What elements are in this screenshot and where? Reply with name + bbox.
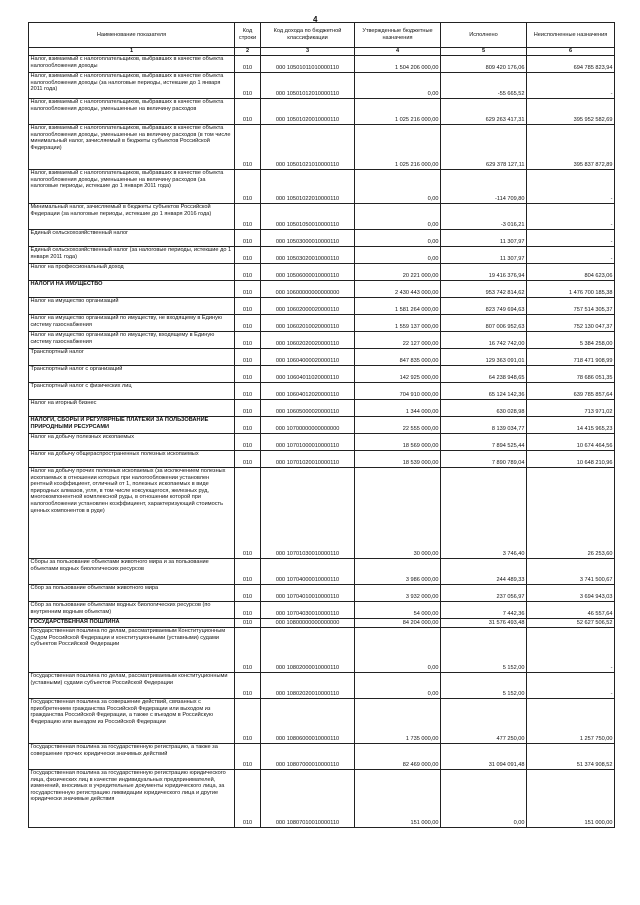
row-approved: 1 025 216 000,00 (355, 125, 441, 170)
row-name: Транспортный налог с организаций (29, 366, 235, 383)
row-executed: 8 139 034,77 (441, 417, 527, 434)
row-name: Налог на игорный бизнес (29, 400, 235, 417)
row-code: 010 (235, 585, 261, 602)
column-number: 2 (235, 48, 261, 56)
row-income-code: 000 10802020010000110 (261, 673, 355, 699)
row-code: 010 (235, 315, 261, 332)
row-approved: 54 000,00 (355, 602, 441, 619)
row-executed: 65 124 142,36 (441, 383, 527, 400)
row-code: 010 (235, 366, 261, 383)
row-approved: 22 127 000,00 (355, 332, 441, 349)
row-name: Налог на имущество организаций (29, 298, 235, 315)
header-approved: Утвержденные бюджетные назначения (355, 23, 441, 48)
row-approved: 1 581 264 000,00 (355, 298, 441, 315)
row-executed: 629 263 417,31 (441, 99, 527, 125)
row-code: 010 (235, 434, 261, 451)
row-code: 010 (235, 247, 261, 264)
table-row (29, 315, 615, 332)
row-unexecuted: 10 648 210,96 (527, 451, 615, 468)
row-income-code: 000 10704010010000110 (261, 585, 355, 602)
table-row (29, 673, 615, 699)
row-name: Единый сельскохозяйственный налог (за налоговые периоды, истекшие до 1 января 2011 года) (29, 247, 235, 264)
row-income-code: 000 10700000000000000 (261, 417, 355, 434)
row-unexecuted: 14 415 965,23 (527, 417, 615, 434)
row-income-code: 000 10501022010000110 (261, 170, 355, 204)
table-row (29, 559, 615, 585)
row-approved: 0,00 (355, 230, 441, 247)
row-executed: 3 746,40 (441, 468, 527, 559)
row-unexecuted: 3 741 500,67 (527, 559, 615, 585)
row-income-code: 000 10704000010000110 (261, 559, 355, 585)
row-code: 010 (235, 673, 261, 699)
row-name: Государственная пошлина за государственную регистрацию юридического лица, физических лиц в качестве индивидуальных предпринимателей, изменений, вносимых в учредительные документы юридического лица, за государственную регистрацию ликвидации юридического лица и другие юридически значимые действия (29, 770, 235, 828)
row-unexecuted: 5 384 258,00 (527, 332, 615, 349)
table-row (29, 602, 615, 619)
row-income-code: 000 10701020010000110 (261, 451, 355, 468)
row-unexecuted: 3 694 943,03 (527, 585, 615, 602)
row-executed: 31 094 091,48 (441, 744, 527, 770)
table-row (29, 417, 615, 434)
row-executed: 64 238 948,65 (441, 366, 527, 383)
header-unexecuted: Неисполненные назначения (527, 23, 615, 48)
header-income-code: Код дохода по бюджетной классификации (261, 23, 355, 48)
table-row (29, 204, 615, 230)
row-executed: 5 152,00 (441, 673, 527, 699)
row-name: Налог, взимаемый с налогоплательщиков, выбравших в качестве объекта налогообложения доходы, уменьшенные на величину расходов (за налоговые периоды, истекшие до 1 января 2011 года) (29, 170, 235, 204)
row-code: 010 (235, 400, 261, 417)
row-unexecuted: 639 785 857,64 (527, 383, 615, 400)
row-executed: -114 709,80 (441, 170, 527, 204)
header-row-code: Код строки (235, 23, 261, 48)
row-unexecuted: 10 674 464,56 (527, 434, 615, 451)
row-name: Налог на имущество организаций по имуществу, не входящему в Единую систему газоснабжения (29, 315, 235, 332)
row-code: 010 (235, 125, 261, 170)
row-unexecuted: 26 253,60 (527, 468, 615, 559)
table-row (29, 628, 615, 673)
table-header-row (29, 23, 615, 48)
row-executed: 807 006 952,63 (441, 315, 527, 332)
row-code: 010 (235, 170, 261, 204)
row-code: 010 (235, 744, 261, 770)
row-unexecuted: - (527, 247, 615, 264)
row-approved: 0,00 (355, 628, 441, 673)
row-income-code: 000 10704030010000110 (261, 602, 355, 619)
row-name: Налог на профессиональный доход (29, 264, 235, 281)
row-approved: 0,00 (355, 673, 441, 699)
table-row (29, 73, 615, 99)
row-income-code: 000 10501012010000110 (261, 73, 355, 99)
table-row (29, 366, 615, 383)
row-approved: 1 025 216 000,00 (355, 99, 441, 125)
table-row (29, 56, 615, 73)
row-approved: 3 932 000,00 (355, 585, 441, 602)
row-code: 010 (235, 230, 261, 247)
row-approved: 0,00 (355, 73, 441, 99)
table-row (29, 400, 615, 417)
page-number: 4 (313, 15, 318, 24)
row-code: 010 (235, 699, 261, 744)
row-approved: 18 569 000,00 (355, 434, 441, 451)
table-row (29, 230, 615, 247)
row-unexecuted: 718 471 908,99 (527, 349, 615, 366)
row-income-code: 000 10501011010000110 (261, 56, 355, 73)
row-name: Транспортный налог с физических лиц (29, 383, 235, 400)
row-approved: 704 910 000,00 (355, 383, 441, 400)
table-row (29, 434, 615, 451)
row-unexecuted: 1 476 700 185,38 (527, 281, 615, 298)
row-income-code: 000 10605000020000110 (261, 400, 355, 417)
row-income-code: 000 10602010020000110 (261, 315, 355, 332)
row-executed: 237 056,97 (441, 585, 527, 602)
row-approved: 22 555 000,00 (355, 417, 441, 434)
row-executed: 11 307,97 (441, 247, 527, 264)
row-approved: 84 204 000,00 (355, 619, 441, 628)
row-unexecuted: 52 627 506,52 (527, 619, 615, 628)
row-unexecuted: 395 837 872,89 (527, 125, 615, 170)
row-unexecuted: - (527, 673, 615, 699)
row-executed: 0,00 (441, 770, 527, 828)
row-approved: 151 000,00 (355, 770, 441, 828)
row-code: 010 (235, 383, 261, 400)
row-executed: 11 307,97 (441, 230, 527, 247)
row-income-code: 000 10602000020000110 (261, 298, 355, 315)
row-code: 010 (235, 628, 261, 673)
row-unexecuted: - (527, 628, 615, 673)
table-row (29, 585, 615, 602)
table-row (29, 170, 615, 204)
row-approved: 1 735 000,00 (355, 699, 441, 744)
row-name: Налог на добычу прочих полезных ископаемых (за исключением полезных ископаемых в отношении которых при налогообложении установлен рентный коэффициент, отличный от 1, полезных ископаемых в виде природных алмазов, угля, в том числе коксующегося, железных руд, многокомпонентной комплексной руды, в отношении которой при налогообложении установлен коэффициент, характеризующий стоимость ценных компонентов в руде) (29, 468, 235, 559)
row-income-code: 000 10807010010000110 (261, 770, 355, 828)
row-approved: 1 559 137 000,00 (355, 315, 441, 332)
header-executed: Исполнено (441, 23, 527, 48)
row-approved: 2 430 443 000,00 (355, 281, 441, 298)
row-executed: 823 749 694,63 (441, 298, 527, 315)
column-number: 6 (527, 48, 615, 56)
row-code: 010 (235, 468, 261, 559)
row-unexecuted: 51 374 908,52 (527, 744, 615, 770)
row-unexecuted: 151 000,00 (527, 770, 615, 828)
row-name: Государственная пошлина за совершение действий, связанных с приобретением гражданства Российской Федерации или выходом из гражданства Российской Федерации, а также с въездом в Российскую Федерацию или выездом из Российской Федерации (29, 699, 235, 744)
row-unexecuted: 78 686 051,35 (527, 366, 615, 383)
table-row (29, 247, 615, 264)
row-approved: 30 000,00 (355, 468, 441, 559)
row-code: 010 (235, 602, 261, 619)
row-approved: 20 221 000,00 (355, 264, 441, 281)
table-row (29, 744, 615, 770)
row-unexecuted: 757 514 305,37 (527, 298, 615, 315)
table-row (29, 770, 615, 828)
row-executed: 7 894 525,44 (441, 434, 527, 451)
row-code: 010 (235, 264, 261, 281)
table-row (29, 281, 615, 298)
row-executed: 129 363 091,01 (441, 349, 527, 366)
row-approved: 3 986 000,00 (355, 559, 441, 585)
row-income-code: 000 10600000000000000 (261, 281, 355, 298)
row-code: 010 (235, 281, 261, 298)
row-income-code: 000 10604000020000110 (261, 349, 355, 366)
budget-execution-table (28, 22, 615, 828)
header-indicator-name: Наименование показателя (29, 23, 235, 48)
row-code: 010 (235, 559, 261, 585)
row-name: Транспортный налог (29, 349, 235, 366)
row-income-code: 000 10807000010000110 (261, 744, 355, 770)
row-name: Налог на имущество организаций по имуществу, входящему в Единую систему газоснабжения (29, 332, 235, 349)
row-unexecuted: 713 971,02 (527, 400, 615, 417)
row-income-code: 000 10503020010000110 (261, 247, 355, 264)
row-name: НАЛОГИ, СБОРЫ И РЕГУЛЯРНЫЕ ПЛАТЕЖИ ЗА ПОЛЬЗОВАНИЕ ПРИРОДНЫМИ РЕСУРСАМИ (29, 417, 235, 434)
row-code: 010 (235, 99, 261, 125)
table-row (29, 383, 615, 400)
table-body (29, 56, 615, 828)
row-approved: 142 925 000,00 (355, 366, 441, 383)
row-code: 010 (235, 619, 261, 628)
row-approved: 1 504 206 000,00 (355, 56, 441, 73)
row-executed: 477 250,00 (441, 699, 527, 744)
row-executed: 244 489,33 (441, 559, 527, 585)
row-code: 010 (235, 332, 261, 349)
row-code: 010 (235, 451, 261, 468)
row-name: Налог, взимаемый с налогоплательщиков, выбравших в качестве объекта налогообложения доходы (29, 56, 235, 73)
row-approved: 847 835 000,00 (355, 349, 441, 366)
row-executed: 630 028,98 (441, 400, 527, 417)
row-code: 010 (235, 204, 261, 230)
row-unexecuted: 46 557,64 (527, 602, 615, 619)
row-income-code: 000 10800000000000000 (261, 619, 355, 628)
row-income-code: 000 10506000010000110 (261, 264, 355, 281)
table-row (29, 349, 615, 366)
row-name: Государственная пошлина за государственную регистрацию, а также за совершение прочих юридически значимых действий (29, 744, 235, 770)
row-unexecuted: 804 623,06 (527, 264, 615, 281)
row-code: 010 (235, 56, 261, 73)
row-executed: -55 665,52 (441, 73, 527, 99)
column-number: 5 (441, 48, 527, 56)
row-code: 010 (235, 349, 261, 366)
row-code: 010 (235, 298, 261, 315)
table-row (29, 699, 615, 744)
row-name: Государственная пошлина по делам, рассматриваемым Конституционным Судом Российской Федерации и конституционными (уставными) судами субъектов Российской Федерации (29, 628, 235, 673)
row-unexecuted: 1 257 750,00 (527, 699, 615, 744)
column-number: 3 (261, 48, 355, 56)
table-row (29, 125, 615, 170)
table-row (29, 332, 615, 349)
row-unexecuted: 694 785 823,94 (527, 56, 615, 73)
row-name: Сборы за пользование объектами животного мира и за пользование объектами водных биологических ресурсов (29, 559, 235, 585)
row-executed: 809 420 176,06 (441, 56, 527, 73)
row-name: Минимальный налог, зачисляемый в бюджеты субъектов Российской Федерации (за налоговые периоды, истекшие до 1 января 2016 года) (29, 204, 235, 230)
row-name: ГОСУДАРСТВЕННАЯ ПОШЛИНА (29, 619, 235, 628)
row-income-code: 000 10501020010000110 (261, 99, 355, 125)
row-code: 010 (235, 73, 261, 99)
row-approved: 0,00 (355, 170, 441, 204)
table-row (29, 619, 615, 628)
row-income-code: 000 10806000010000110 (261, 699, 355, 744)
row-unexecuted: - (527, 73, 615, 99)
row-income-code: 000 10802000010000110 (261, 628, 355, 673)
table-row (29, 468, 615, 559)
row-unexecuted: - (527, 204, 615, 230)
column-number: 1 (29, 48, 235, 56)
row-executed: 7 890 789,04 (441, 451, 527, 468)
row-name: Налог на добычу общераспространенных полезных ископаемых (29, 451, 235, 468)
row-income-code: 000 10701030010000110 (261, 468, 355, 559)
row-executed: -3 016,21 (441, 204, 527, 230)
row-name: НАЛОГИ НА ИМУЩЕСТВО (29, 281, 235, 298)
row-executed: 19 416 376,94 (441, 264, 527, 281)
row-executed: 31 576 493,48 (441, 619, 527, 628)
table-row (29, 264, 615, 281)
row-name: Сбор за пользование объектами водных биологических ресурсов (по внутренним водным объектам) (29, 602, 235, 619)
row-code: 010 (235, 770, 261, 828)
row-name: Налог, взимаемый с налогоплательщиков, выбравших в качестве объекта налогообложения доходы (за налоговые периоды, истекшие до 1 января 2011 года) (29, 73, 235, 99)
row-name: Сбор за пользование объектами животного мира (29, 585, 235, 602)
table-row (29, 451, 615, 468)
row-name: Государственная пошлина по делам, рассматриваемым конституционными (уставными) судами субъектов Российской Федерации (29, 673, 235, 699)
row-income-code: 000 10701000010000110 (261, 434, 355, 451)
row-name: Налог, взимаемый с налогоплательщиков, выбравших в качестве объекта налогообложения доходы, уменьшенные на величину расходов (в том числе минимальный налог, зачисляемый в бюджеты субъектов Российской Федерации) (29, 125, 235, 170)
row-executed: 5 152,00 (441, 628, 527, 673)
row-approved: 1 344 000,00 (355, 400, 441, 417)
row-income-code: 000 10501050010000110 (261, 204, 355, 230)
row-name: Единый сельскохозяйственный налог (29, 230, 235, 247)
column-number: 4 (355, 48, 441, 56)
row-unexecuted: - (527, 170, 615, 204)
row-executed: 16 742 742,00 (441, 332, 527, 349)
row-name: Налог, взимаемый с налогоплательщиков, выбравших в качестве объекта налогообложения доходы, уменьшенные на величину расходов (29, 99, 235, 125)
row-executed: 629 378 127,11 (441, 125, 527, 170)
row-executed: 7 442,36 (441, 602, 527, 619)
row-approved: 0,00 (355, 247, 441, 264)
row-income-code: 000 10503000010000110 (261, 230, 355, 247)
row-approved: 0,00 (355, 204, 441, 230)
row-income-code: 000 10604011020000110 (261, 366, 355, 383)
row-approved: 18 539 000,00 (355, 451, 441, 468)
row-approved: 82 469 000,00 (355, 744, 441, 770)
row-income-code: 000 10602020020000110 (261, 332, 355, 349)
row-unexecuted: - (527, 230, 615, 247)
table-row (29, 99, 615, 125)
row-income-code: 000 10501021010000110 (261, 125, 355, 170)
row-executed: 953 742 814,62 (441, 281, 527, 298)
table-row (29, 298, 615, 315)
row-unexecuted: 395 952 582,69 (527, 99, 615, 125)
column-number-row (29, 48, 615, 56)
row-unexecuted: 752 130 047,37 (527, 315, 615, 332)
row-income-code: 000 10604012020000110 (261, 383, 355, 400)
row-code: 010 (235, 417, 261, 434)
row-name: Налог на добычу полезных ископаемых (29, 434, 235, 451)
